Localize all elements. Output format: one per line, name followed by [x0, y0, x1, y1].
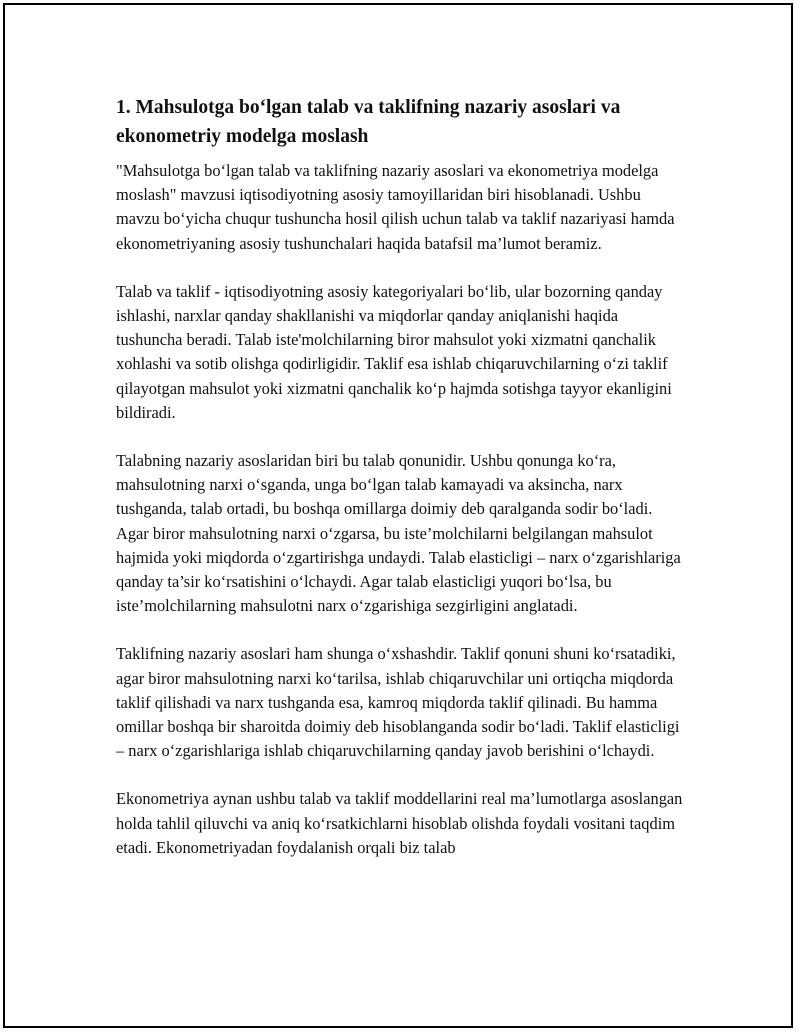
paragraph-intro: "Mahsulotga bo‘lgan talab va taklifning nazariy asoslari va ekonometriya modelga moslash" mavzusi iqtisodiyotning asosiy tamoyillaridan biri hisoblanadi. Ushbu mavzu bo‘yicha chuqur tushuncha hosil qilish uchun talab va taklif nazariyasi hamda ekonometriyaning asosiy tushunchalari haqida batafsil ma’lumot beramiz. [116, 161, 675, 253]
paragraph-law-of-demand: Talabning nazariy asoslaridan biri bu talab qonunidir. Ushbu qonunga ko‘ra, mahsulotning narxi o‘sganda, unga bo‘lgan talab kamayadi va aksincha, narx tushganda, talab ortadi, bu boshqa omillarga doimiy deb qaralganda sodir bo‘ladi. Agar biror mahsulotning narxi o‘zgarsa, bu iste’molchilarni belgilangan mahsulot hajmida yoki miqdorda o‘zgartirishga undaydi. Talab elasticligi – narx o‘zgarishlariga qanday ta’sir ko‘rsatishini o‘lchaydi. Agar talab elasticligi yuqori bo‘lsa, bu iste’molchilarning mahsulotni narx o‘zgarishiga sezgirligini anglatadi. [116, 451, 681, 616]
document-body [116, 93, 686, 884]
paragraph-law-of-supply: Taklifning nazariy asoslari ham shunga o‘xshashdir. Taklif qonuni shuni ko‘rsatadiki, agar biror mahsulotning narxi ko‘tarilsa, ishlab chiqaruvchilar uni ortiqcha miqdorda taklif qilishadi va narx tushganda esa, kamroq miqdorda taklif qilinadi. Bu hamma omillar boshqa bir sharoitda doimiy deb hisoblanganda sodir bo‘ladi. Taklif elasticligi – narx o‘zgarishlariga ishlab chiqaruvchilarning qanday javob berishini o‘lchaydi. [116, 644, 680, 761]
paragraph-demand-supply: Talab va taklif - iqtisodiyotning asosiy kategoriyalari bo‘lib, ular bozorning qanday ishlashi, narxlar qanday shakllanishi va miqdorlar qanday aniqlanishi haqida tushuncha beradi. Talab iste'molchilarning biror mahsulot yoki xizmatni qanchalik xohlashi va sotib olishga qodirligidir. Taklif esa ishlab chiqaruvchilarning o‘zi taklif qilayotgan mahsulot yoki xizmatni qanchalik ko‘p hajmda sotishga tayyor ekanligini bildiradi. [116, 281, 672, 422]
section-heading: 1. Mahsulotga bo‘lgan talab va taklifning nazariy asoslari va ekonometriy modelga moslash [116, 97, 621, 147]
paragraph-econometrics: Ekonometriya aynan ushbu talab va taklif moddellarini real ma’lumotlarga asoslangan holda tahlil qiluvchi va aniq ko‘rsatkichlarni hisoblab olishda foydali vositani taqdim etadi. Ekonometriyadan foydalanish orqali biz talab [116, 789, 683, 857]
